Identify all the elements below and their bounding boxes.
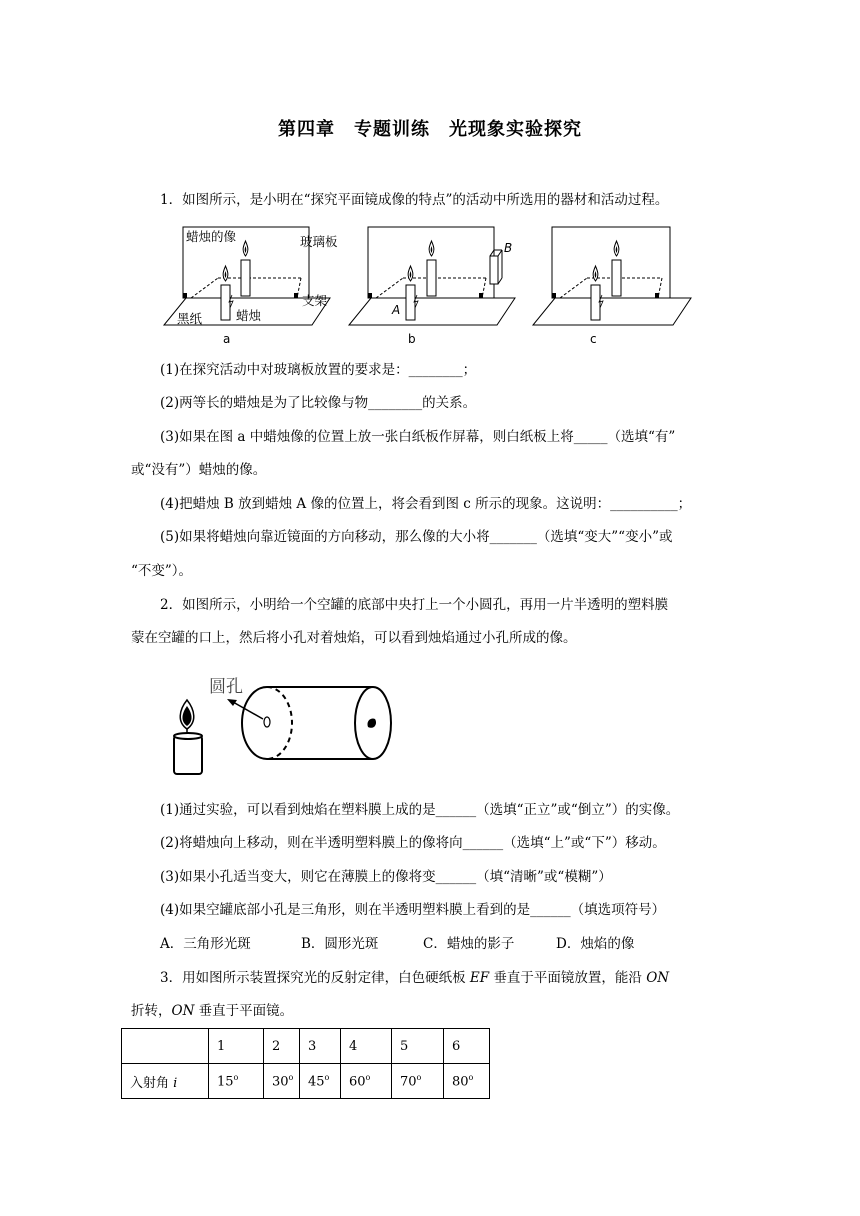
table-cell: 60$^o$ — [341, 1064, 392, 1099]
table-header-cell — [122, 1029, 209, 1064]
figure-a — [164, 227, 338, 346]
page-title: 第四章 专题训练 光现象实验探究 — [278, 119, 582, 140]
caption-c: c — [590, 332, 597, 346]
table-cell: 15$^o$ — [209, 1064, 264, 1099]
q2-figure — [165, 672, 405, 782]
q2-part-1: (1)通过实验，可以看到烛焰在塑料膜上成的是______（选填“正立”或“倒立”）的实像。 — [160, 802, 680, 818]
q2-option-a: A．三角形光斑 — [160, 936, 251, 952]
q1-figure — [160, 222, 700, 347]
q2-option-d: D．烛焰的像 — [556, 936, 635, 952]
q2-stem-line2: 蒙在空罐的口上，然后将小孔对着烛焰，可以看到烛焰通过小孔所成的像。 — [131, 630, 577, 646]
q1-stem: 1．如图所示，是小明在“探究平面镜成像的特点”的活动中所选用的器材和活动过程。 — [160, 192, 669, 208]
q3-data-table — [121, 1028, 490, 1099]
q1-part-5b: “不变”）。 — [131, 563, 193, 579]
table-header-cell: 1 — [209, 1029, 264, 1064]
label-black-paper: 黑纸 — [177, 311, 203, 326]
caption-a: a — [223, 332, 231, 346]
q3-stem-line2: 折转，ON 垂直于平面镜。 — [131, 1003, 294, 1019]
table-header-cell: 3 — [300, 1029, 341, 1064]
table-header-cell: 2 — [264, 1029, 300, 1064]
q1-part-4: (4)把蜡烛 B 放到蜡烛 A 像的位置上，将会看到图 c 所示的现象。这说明：__________； — [160, 496, 692, 512]
q3-stem-line1: 3．用如图所示装置探究光的反射定律，白色硬纸板 EF 垂直于平面镜放置，能沿 ON — [160, 970, 670, 986]
label-candle: 蜡烛 — [236, 308, 262, 323]
q1-part-3b: 或“没有”）蜡烛的像。 — [131, 462, 267, 478]
q2-option-b: B．圆形光斑 — [301, 936, 379, 952]
q1-part-5a: (5)如果将蜡烛向靠近镜面的方向移动，那么像的大小将_______（选填“变大”“变小”或 — [160, 529, 673, 545]
label-candle-b: B — [504, 241, 513, 255]
table-header-cell: 4 — [341, 1029, 392, 1064]
q2-part-2: (2)将蜡烛向上移动，则在半透明塑料膜上的像将向______（选填“上”或“下”）移动。 — [160, 835, 666, 851]
label-stand: 支架 — [302, 293, 328, 308]
label-candle-image: 蜡烛的像 — [186, 229, 237, 244]
q2-stem-line1: 2．如图所示，小明给一个空罐的底部中央打上一个小圆孔，再用一片半透明的塑料膜 — [160, 597, 669, 613]
table-cell: 30$^o$ — [264, 1064, 300, 1099]
figure-c — [533, 227, 691, 346]
q1-part-2: (2)两等长的蜡烛是为了比较像与物________的关系。 — [160, 395, 477, 411]
figure-b — [349, 227, 515, 346]
label-glass-plate: 玻璃板 — [300, 234, 338, 249]
table-cell: 45$^o$ — [300, 1064, 341, 1099]
table-header-cell: 6 — [444, 1029, 490, 1064]
table-header-cell: 5 — [392, 1029, 444, 1064]
q2-part-3: (3)如果小孔适当变大，则它在薄膜上的像将变______（填“清晰”或“模糊”） — [160, 869, 612, 885]
q2-option-c: C．蜡烛的影子 — [423, 936, 515, 952]
table-cell: 70$^o$ — [392, 1064, 444, 1099]
q1-part-1: (1)在探究活动中对玻璃板放置的要求是：________； — [160, 362, 477, 378]
caption-b: b — [408, 332, 416, 346]
q1-part-3a: (3)如果在图 a 中蜡烛像的位置上放一张白纸板作屏幕，则白纸板上将_____（选填“有” — [160, 429, 676, 445]
table-row — [122, 1064, 490, 1099]
label-candle-a: A — [392, 303, 401, 317]
label-round-hole: 圆孔 — [209, 677, 243, 697]
q2-part-4: (4)如果空罐底部小孔是三角形，则在半透明塑料膜上看到的是______（填选项符号） — [160, 902, 666, 918]
table-cell: 80$^o$ — [444, 1064, 490, 1099]
table-row — [122, 1029, 490, 1064]
table-row-label: 入射角 i — [122, 1064, 209, 1099]
